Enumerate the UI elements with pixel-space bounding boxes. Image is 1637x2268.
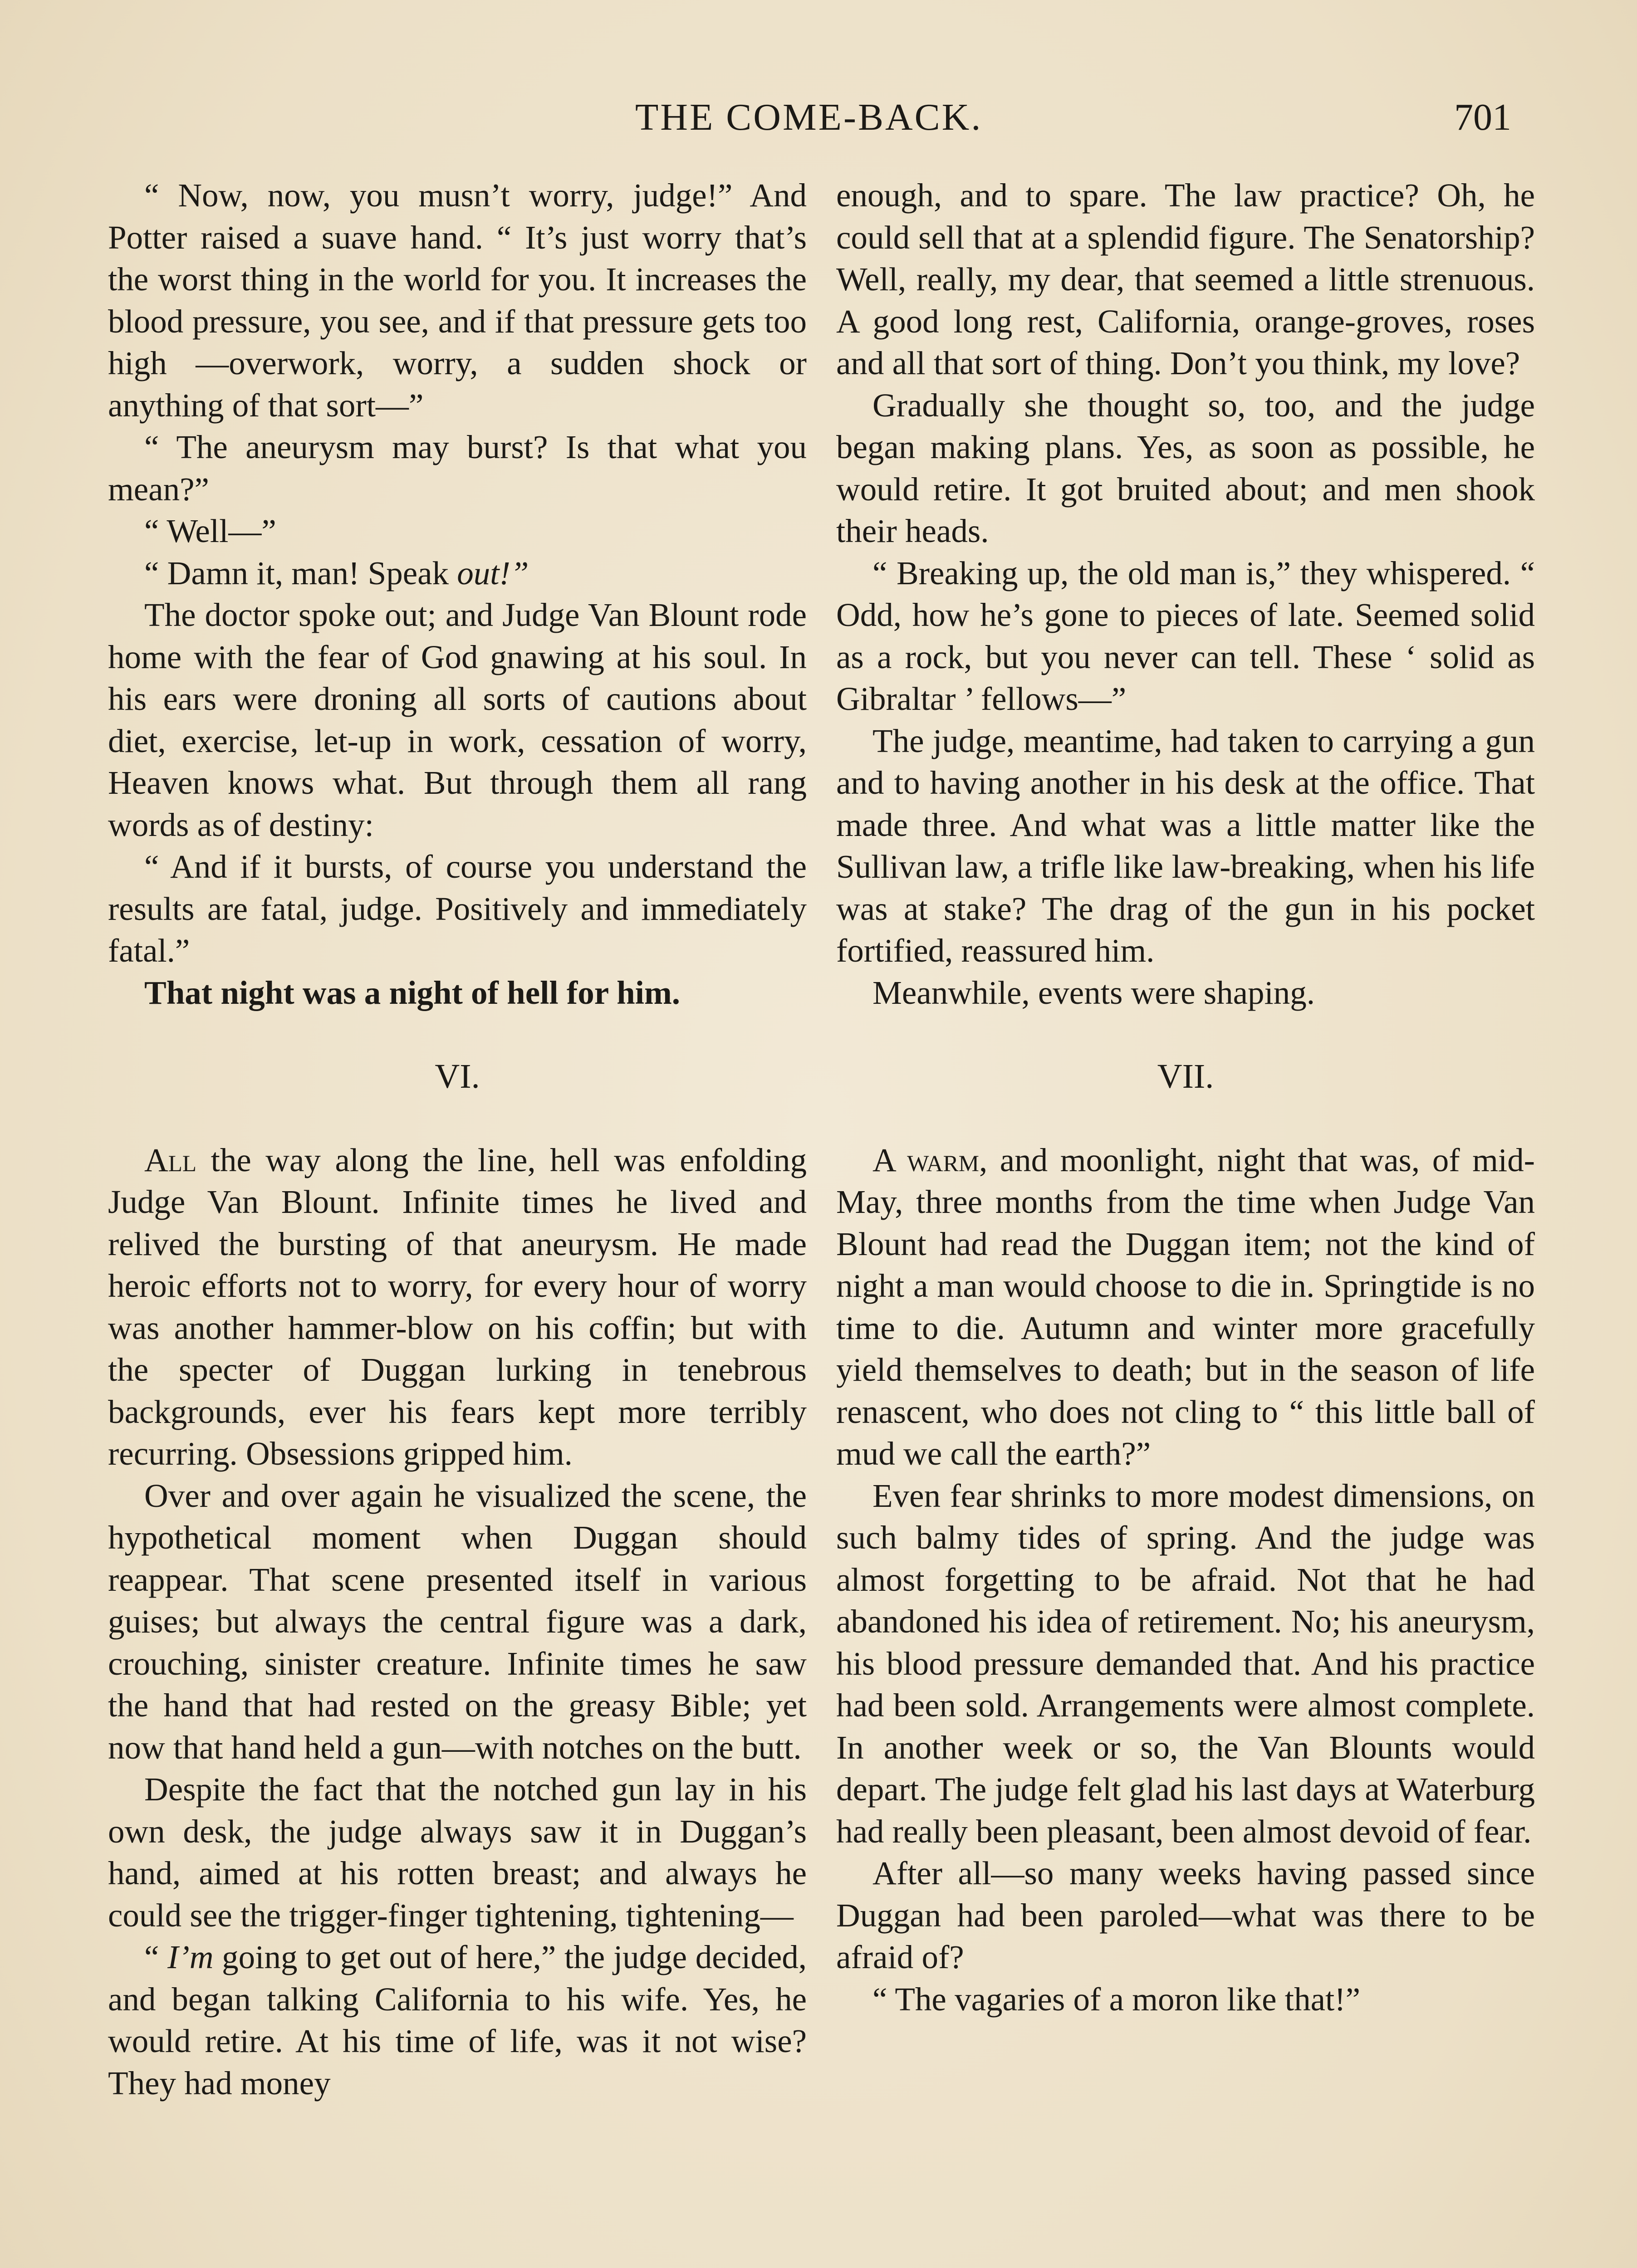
text-run: going to get out of here,” the judge decided, and began talking California to his wife. Yes, he would retire. At his time of life, was it not wise? They had money [108,1939,807,2102]
paragraph: That night was a night of hell for him. [144,974,681,1011]
text-run: the way along the line, hell was enfolding Judge Van Blount. Infinite times he lived and relived the bursting of that aneurysm. He made heroic efforts not to worry, for every hour of worry was another hammer-blow on his coffin; but with the specter of Duggan lurking in tenebrous backgrounds, ever his fears kept more terribly recurring. Obsessions gripped him. [108,1141,807,1472]
paragraph: Gradually she thought so, too, and the judge began making plans. Yes, as soon as possible, he would retire. It got bruited about; and men shook their heads. [836,386,1535,549]
text-run: “ Damn it, man! Speak [144,554,457,591]
paragraph: “ And if it bursts, of course you understand the results are fatal, judge. Positively and immediately fatal.” [108,848,807,969]
italic-text: I’m [167,1939,214,1975]
left-column [108,175,807,2268]
paragraph: Over and over again he visualized the scene, the hypothetical moment when Duggan should reappear. That scene presented itself in various guises; but always the central figure was a dark, crouching, sinister creature. Infinite times he saw the hand that had rested on the greasy Bible; yet now that hand held a gun—with notches on the butt. [108,1477,807,1766]
text-run: “ [144,1939,168,1975]
lead-in-smallcaps: A warm [872,1141,979,1178]
paragraph: “ The aneurysm may burst? Is that what you mean?” [108,429,807,508]
italic-text: out!” [457,554,529,591]
page-header [0,95,1637,154]
section-heading-vi: VI. [435,1057,480,1095]
paragraph: “ Now, now, you musn’t worry, judge!” And Potter raised a suave hand. “ It’s just worry that’s the worst thing in the world for you. It increases the blood pressure, you see, and if that pressure gets too high —overwork, worry, a sudden shock or anything of that sort—” [108,177,807,424]
paragraph: The judge, meantime, had taken to carrying a gun and to having another in his desk at the office. That made three. And what was a little matter like the Sullivan law, a trifle like law-breaking, when his life was at stake? The drag of the gun in his pocket fortified, reassured him. [836,722,1535,969]
paragraph [108,552,807,595]
paragraph: The doctor spoke out; and Judge Van Blount rode home with the fear of God gnawing at his soul. In his ears were droning all sorts of cautions about diet, exercise, let-up in work, cessation of worry, Heaven knows what. But through them all rang words as of destiny: [108,596,807,843]
paragraph: Despite the fact that the notched gun lay in his own desk, the judge always saw it in Duggan’s hand, aimed at his rotten breast; and always he could see the trigger-finger tightening, tightening— [108,1771,807,1934]
paragraph: Even fear shrinks to more modest dimensions, on such balmy tides of spring. And the judge was almost forgetting to be afraid. Not that he had abandoned his idea of retirement. No; his aneurysm, his blood pressure demanded that. And his practice had been sold. Arrangements were almost complete. In another week or so, the Van Blounts would depart. The judge felt glad his last days at Waterburg had really been pleasant, been almost devoid of fear. [836,1477,1535,1850]
paragraph: “ Breaking up, the old man is,” they whispered. “ Odd, how he’s gone to pieces of late. Seemed solid as a rock, but you never can tell. These ‘ solid as Gibraltar ’ fellows—” [836,554,1535,717]
page-number: 701 [1454,96,1511,138]
paragraph: Meanwhile, events were shaping. [872,974,1315,1011]
paragraph [108,1936,807,2104]
paragraph [108,1139,807,1475]
right-column [836,175,1535,2268]
paragraph: enough, and to spare. The law practice? Oh, he could sell that at a splendid figure. The Senatorship? Well, really, my dear, that seemed a little strenuous. A good long rest, California, orange-groves, roses and all that sort of thing. Don’t you think, my love? [836,177,1535,381]
section-heading-vii: VII. [1157,1057,1214,1095]
lead-in-smallcaps: All [144,1141,197,1178]
paragraph: “ The vagaries of a moron like that!” [872,1980,1360,2018]
paragraph: After all—so many weeks having passed since Duggan had been paroled—what was there to be afraid of? [836,1855,1535,1975]
paragraph: “ Well—” [144,513,276,549]
text-run: , and moonlight, night that was, of mid-May, three months from the time when Judge Van Blount had read the Duggan item; not the kind of night a man would choose to die in. Springtide is no time to die. Autumn and winter more gracefully yield themselves to death; but in the season of life renascent, who does not cling to “ this little ball of mud we call the earth?” [836,1141,1535,1472]
paragraph [836,1139,1535,1475]
running-title: THE COME-BACK. [635,96,983,138]
